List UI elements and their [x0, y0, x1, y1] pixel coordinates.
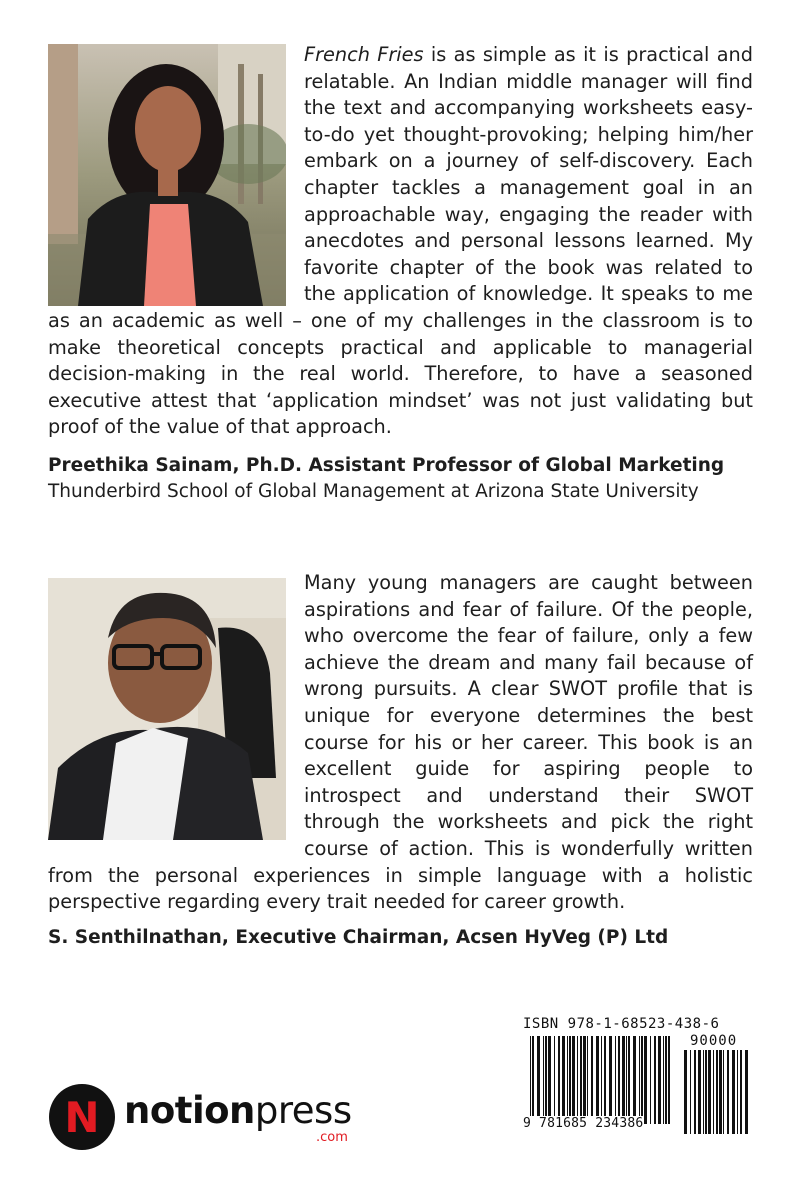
barcode-bar — [554, 1036, 555, 1124]
barcode-bar — [545, 1036, 547, 1124]
svg-text:N: N — [64, 1093, 100, 1142]
barcode-bar — [641, 1036, 643, 1124]
barcode-bar — [703, 1050, 704, 1134]
ean-bars — [530, 1036, 670, 1126]
barcode-bar — [713, 1050, 714, 1134]
barcode-bar — [639, 1036, 640, 1124]
barcode-bar — [615, 1036, 616, 1124]
barcode-bar — [587, 1036, 588, 1124]
book-title-italic: French Fries — [304, 43, 424, 66]
notionpress-logo-icon — [48, 1083, 116, 1151]
barcode-bar — [719, 1050, 722, 1134]
barcode-bar — [690, 1050, 691, 1134]
barcode-bar — [577, 1036, 578, 1124]
barcode-bar — [723, 1050, 724, 1134]
barcode-bar — [604, 1036, 606, 1124]
barcode-bar — [658, 1036, 661, 1124]
barcode-bar — [618, 1036, 620, 1124]
testimonial-1-text — [48, 42, 753, 441]
barcode-bar — [732, 1050, 735, 1134]
testimonial-1-attribution — [48, 453, 753, 505]
barcode-bar — [654, 1036, 656, 1124]
testimonial-1-affiliation: Thunderbird School of Global Management at Arizona State University — [48, 481, 699, 502]
barcode-bar — [558, 1036, 560, 1124]
barcode-bar — [708, 1050, 711, 1134]
barcode-bar — [665, 1036, 667, 1124]
barcode-bar — [663, 1036, 664, 1124]
barcode-bar — [601, 1036, 602, 1124]
testimonial-1-body: is as simple as it is practical and relatable. An Indian middle manager will find the text and accompanying worksheets easy-to-do yet thought-provoking; helping him/her embark on a journey of self-discovery. Each chapter tackles a management goal in an approachable way, engaging the reader with anecdotes and personal lessons learned. My favorite chapter of the book was related to the application of knowledge. It speaks to me as an academic as well – one of my challenges in the classroom is to make theoretical concepts practical and applicable to managerial decision-making in the real world. Therefore, to have a seasoned executive attest that ‘application mindset’ was not just validating but proof of the value of that approach. — [48, 43, 753, 439]
barcode-bar — [644, 1036, 647, 1124]
testimonial-2-body: Many young managers are caught between aspirations and fear of failure. Of the people, who overcome the fear of failure, only a few achieve the dream and many fail because of wrong pursuits. A clear SWOT profile that is unique for everyone determines the best course for his or her career. This book is an excellent guide for aspiring people to introspect and understand their SWOT through the worksheets and pick the right course of action. This is wonderfully written from the personal experiences in simple language with a holistic perspective regarding every trait needed for career growth. — [48, 571, 753, 914]
barcode-bar — [705, 1050, 707, 1134]
isbn-label: ISBN 978-1-68523-438-6 — [523, 1016, 720, 1032]
barcode-bar — [698, 1050, 701, 1134]
barcode-bar — [716, 1050, 718, 1134]
barcode-bar — [633, 1036, 636, 1124]
publisher-wordmark: notionpress — [124, 1089, 352, 1132]
barcode-bar — [530, 1036, 531, 1124]
ean-digits: 9 781685 234386 — [523, 1116, 644, 1131]
barcode-bar — [537, 1036, 540, 1124]
barcode-bar — [591, 1036, 593, 1124]
barcode-bar — [532, 1036, 534, 1124]
barcode-bar — [626, 1036, 627, 1124]
barcode-bar — [622, 1036, 625, 1124]
barcode-bar — [572, 1036, 575, 1124]
testimonial-2-attribution — [48, 925, 753, 951]
barcode-bar — [650, 1036, 651, 1124]
barcode-bar — [569, 1036, 571, 1124]
barcode-bar — [668, 1036, 670, 1124]
barcode-bar — [567, 1036, 568, 1124]
publisher-domain-suffix: .com — [316, 1130, 348, 1145]
barcode-bar — [543, 1036, 544, 1124]
barcode-bar — [694, 1050, 696, 1134]
barcode-bar — [628, 1036, 630, 1124]
barcode-bar — [740, 1050, 742, 1134]
barcode-bar — [609, 1036, 612, 1124]
barcode-bar — [562, 1036, 565, 1124]
barcode-bar — [596, 1036, 599, 1124]
addon-bars — [684, 1050, 748, 1136]
barcode-bar — [745, 1050, 748, 1134]
testimonial-2-text — [48, 570, 753, 916]
barcode-bar — [548, 1036, 551, 1124]
barcode-bar — [727, 1050, 729, 1134]
publisher-logo — [48, 1083, 358, 1155]
price-addon-code: 90000 — [690, 1033, 738, 1049]
testimonial-2-author: S. Senthilnathan, Executive Chairman, Acsen HyVeg (P) Ltd — [48, 927, 669, 948]
barcode-bar — [580, 1036, 582, 1124]
barcode-bar — [737, 1050, 738, 1134]
barcode-bar — [583, 1036, 586, 1124]
testimonial-1-author: Preethika Sainam, Ph.D. Assistant Professor of Global Marketing — [48, 455, 725, 476]
barcode-bar — [684, 1050, 687, 1134]
